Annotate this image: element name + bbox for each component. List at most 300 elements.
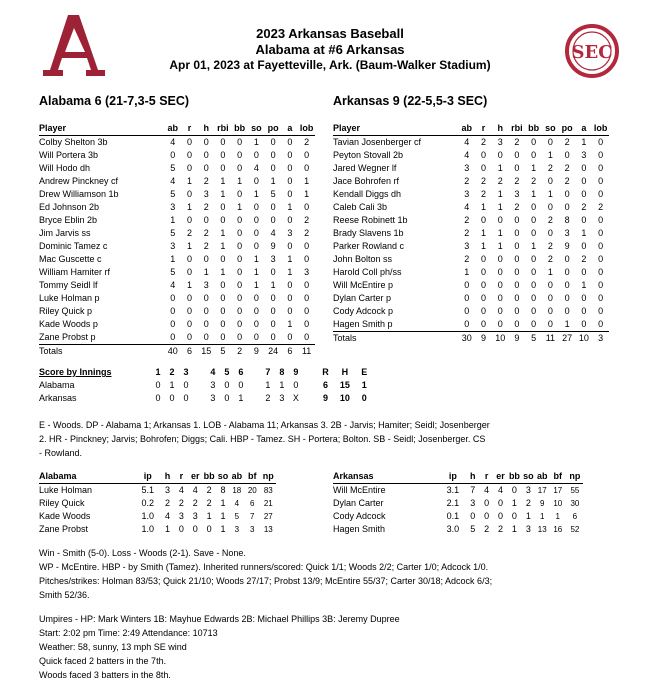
stat-cell: 0 [464,293,470,303]
pitching-stat: 3.0 [446,524,460,534]
stat-cell: 0 [514,306,520,316]
pitching-stat: 0 [484,498,490,508]
stat-cell: 0 [270,163,276,173]
stat-cell: 1 [237,202,243,212]
stat-cell: 2 [464,228,470,238]
game-notes [39,418,629,460]
stat-cell: 0 [581,163,587,173]
stat-cell: 3 [464,189,470,199]
player-name: Drew Williamson 1b [39,189,119,199]
stat-cell: 0 [564,150,570,160]
total-cell: 9 [480,333,486,343]
stat-cell: 0 [531,293,537,303]
pitching-stat: 0 [498,498,504,508]
stat-cell: 0 [547,202,553,212]
pitching-column-header: so [521,470,535,484]
pitching-column-header: bf [244,470,261,484]
pitching-column-header: er [188,470,202,484]
umpires-line: Umpires - HP: Mark Winters 1B: Mayhue Edwards 2B: Michael Phillips 3B: Jeremy Dupree [39,614,400,624]
stat-cell: 0 [480,215,486,225]
player-row [333,188,609,201]
column-header: bb [525,122,542,136]
column-header: so [248,122,265,136]
pitching-column-header: ab [230,470,244,484]
stat-cell: 0 [220,150,226,160]
stat-cell: 0 [170,150,176,160]
stat-cell: 1 [497,241,503,251]
inning-header: 5 [224,367,230,377]
stat-cell: 0 [186,319,192,329]
stat-cell: 0 [564,306,570,316]
pitching-stat: 1.0 [141,511,155,521]
pitching-stat: 4 [192,485,198,495]
pitching-stat: 1 [540,512,545,521]
player-row [39,331,315,345]
stat-cell: 0 [287,163,293,173]
stat-cell: 0 [531,306,537,316]
stat-cell: 0 [270,319,276,329]
stat-cell: 2 [203,228,209,238]
pitching-column-header: bb [507,470,521,484]
pitching-stat: 3.1 [446,485,460,495]
stat-cell: 0 [531,267,537,277]
stat-cell: 0 [598,267,604,277]
stat-cell: 0 [237,215,243,225]
stat-cell: 0 [531,215,537,225]
pitcher-name: Kade Woods [39,511,91,521]
pitching-stat: 2 [484,524,490,534]
pitcher-name: Cody Adcock [333,511,386,521]
stat-cell: 0 [287,137,293,147]
total-cell: 5 [220,346,226,356]
inning-score: 1 [169,380,175,390]
stat-cell: 0 [304,241,310,251]
stat-cell: 0 [581,267,587,277]
stat-cell: 0 [287,293,293,303]
pitching-stat: 2 [178,498,184,508]
stat-cell: 3 [203,280,209,290]
stat-cell: 0 [304,306,310,316]
stat-cell: 0 [480,306,486,316]
stat-cell: 0 [298,331,315,345]
stat-cell: 0 [531,150,537,160]
pitching-stat: 5.1 [141,485,155,495]
pitching-stat: 17 [553,486,563,495]
column-header: lob [592,122,609,136]
stat-cell: 1 [253,267,259,277]
pitching-stat: 0 [470,511,476,521]
total-cell: 30 [461,333,472,343]
stat-cell: 0 [237,150,243,160]
pitching-stat: 2 [206,485,212,495]
stat-cell: 0 [564,189,570,199]
stat-cell: 5 [170,163,176,173]
player-row [333,162,609,175]
totals-row [39,345,315,359]
column-header: r [475,122,492,136]
pitching-stat: 27 [263,512,273,521]
stat-cell: 4 [270,228,276,238]
player-row [333,149,609,162]
stat-cell: 1 [186,241,192,251]
stat-cell: 0 [598,150,604,160]
pitching-stat: 2 [165,498,171,508]
pitching-column-header: r [174,470,188,484]
player-name: Jim Jarvis ss [39,228,91,238]
stat-cell: 2 [531,176,537,186]
inning-score: 3 [210,393,216,403]
decisions-line: WP - McEntire. HBP - by Smith (Tamez). Inherited runners/scored: Quick 1/1; Woods 2/2; Carter 1/0; Adcock 1/0. [39,562,489,572]
player-name: Caleb Cali 3b [333,202,388,212]
player-row [39,240,315,253]
column-header: r [181,122,198,136]
player-row [333,253,609,266]
pitching-column-header: h [466,470,480,484]
stat-cell: 2 [514,176,520,186]
pitching-column-header: np [566,470,583,484]
stat-cell: 0 [287,176,293,186]
info-note: Woods faced 3 batters in the 8th. [39,670,171,680]
stat-cell: 0 [253,150,259,160]
total-cell: 6 [287,346,293,356]
inning-score: 0 [238,380,244,390]
away-team-heading: Alabama 6 (21-7,3-5 SEC) [39,94,190,108]
stat-cell: 0 [547,228,553,238]
stat-cell: 3 [170,241,176,251]
stat-cell: 4 [253,163,259,173]
column-header: h [492,122,509,136]
totals-label: Totals [333,333,357,343]
stat-cell: 0 [203,163,209,173]
pitching-stat: 0 [178,524,184,534]
pitching-stat: 13 [537,525,547,534]
stat-cell: 0 [237,267,243,277]
total-cell: 24 [268,346,279,356]
player-name: Zane Probst p [39,331,164,345]
stat-cell: 0 [253,202,259,212]
info-note: Quick faced 2 batters in the 7th. [39,656,167,666]
arkansas-a-logo [38,12,108,82]
stat-cell: 0 [480,150,486,160]
stat-cell: 5 [270,189,276,199]
stat-cell: 0 [237,254,243,264]
stat-cell: 0 [564,254,570,264]
column-header: rbi [215,122,232,136]
stat-cell: 0 [304,150,310,160]
stat-cell: 0 [598,254,604,264]
stat-cell: 0 [564,293,570,303]
score-team: Arkansas [39,393,77,403]
stat-cell: 2 [547,254,553,264]
stat-cell: 0 [458,318,475,332]
stat-cell: 0 [253,241,259,251]
player-name: John Bolton ss [333,254,393,264]
page-title: 2023 Arkansas Baseball [256,26,404,41]
total-cell: 10 [495,333,506,343]
stat-cell: 0 [598,228,604,238]
stat-cell: 0 [581,189,587,199]
inning-header: 2 [169,367,175,377]
inning-score: 0 [183,380,189,390]
stat-cell: 4 [464,137,470,147]
player-row [39,175,315,188]
total-cell: 15 [201,346,212,356]
stat-cell: 0 [186,150,192,160]
pitching-stat: 2 [525,498,531,508]
player-name: William Hamiter rf [39,267,110,277]
stat-cell: 0 [231,331,248,345]
inning-score: 3 [210,380,216,390]
player-name: Ed Johnson 2b [39,202,100,212]
pitching-stat: 3 [165,485,171,495]
stat-cell: 0 [576,318,593,332]
stat-cell: 0 [497,150,503,160]
stat-cell: 1 [253,280,259,290]
stat-cell: 9 [270,241,276,251]
score-row [39,379,374,392]
player-name: Dominic Tamez c [39,241,108,251]
inning-score: 0 [155,380,161,390]
stat-cell: 1 [253,254,259,264]
stat-cell: 0 [237,228,243,238]
sec-logo [565,24,619,78]
stat-cell: 2 [564,137,570,147]
stat-cell: 0 [581,293,587,303]
pitching-column-header: bf [549,470,566,484]
stat-cell: 0 [237,241,243,251]
stat-cell: 0 [581,306,587,316]
pitching-stat: 18 [232,486,242,495]
stat-cell: 2 [464,176,470,186]
stat-cell: 0 [237,293,243,303]
pitching-stat: 3 [250,525,255,534]
player-name: Parker Rowland c [333,241,405,251]
stat-cell: 1 [559,318,576,332]
stat-cell: 1 [287,202,293,212]
stat-cell: 2 [514,137,520,147]
total-cell: 9 [514,333,520,343]
stat-cell: 0 [514,280,520,290]
pitcher-name: Riley Quick [39,498,85,508]
pitching-stat: 2 [206,498,212,508]
pitcher-name: Zane Probst [39,524,89,534]
player-row [333,318,609,332]
stat-cell: 1 [581,137,587,147]
stat-cell: 0 [186,163,192,173]
column-header: a [576,122,593,136]
stat-cell: 1 [547,267,553,277]
stat-cell: 9 [564,241,570,251]
stat-cell: 0 [480,293,486,303]
stat-cell: 0 [475,318,492,332]
pitching-stat: 3 [525,485,531,495]
stat-cell: 0 [270,150,276,160]
inning-score: 0 [293,380,299,390]
svg-text:SEC: SEC [571,42,613,63]
pitching-stat: 17 [537,486,547,495]
stat-cell: 4 [170,176,176,186]
stat-cell: 0 [186,254,192,264]
stat-cell: 1 [464,267,470,277]
stat-cell: 3 [270,254,276,264]
total-cell: 40 [167,346,178,356]
pitcher-row [39,510,295,523]
stat-cell: 1 [531,241,537,251]
stat-cell: 0 [514,215,520,225]
stat-cell: 0 [270,202,276,212]
pitching-stat: 1 [220,524,226,534]
inning-header: 9 [293,367,299,377]
stat-cell: 0 [186,215,192,225]
stat-cell: 0 [581,176,587,186]
player-row [39,227,315,240]
player-row [333,136,609,150]
pitching-stat: 3 [192,511,198,521]
column-header: po [559,122,576,136]
pitching-team-header: Alabama [39,470,135,484]
stat-cell: 0 [186,293,192,303]
stat-cell: 1 [186,202,192,212]
stat-cell: 5 [170,228,176,238]
stat-cell: 0 [270,137,276,147]
pitching-stat: 7 [250,512,255,521]
stat-cell: 2 [514,202,520,212]
stat-cell: 0 [497,280,503,290]
stat-cell: 1 [531,163,537,173]
stat-cell: 5 [170,189,176,199]
decisions-line: Win - Smith (5-0). Loss - Woods (2-1). Save - None. [39,548,246,558]
pitcher-row [39,484,295,498]
pitching-stat: 0 [511,511,517,521]
stat-cell: 1 [287,319,293,329]
player-row [39,305,315,318]
stat-cell: 0 [287,215,293,225]
pitching-stat: 2.1 [446,498,460,508]
stat-cell: 2 [304,215,310,225]
score-row [39,392,374,405]
stat-cell: 1 [497,228,503,238]
stat-cell: 0 [547,280,553,290]
player-row [39,279,315,292]
stat-cell: 1 [287,267,293,277]
stat-cell: 0 [220,280,226,290]
stat-cell: 2 [203,176,209,186]
inning-header: 4 [210,367,216,377]
stat-cell: 0 [164,331,181,345]
player-row [39,292,315,305]
total-cell: 10 [578,333,589,343]
column-header: bb [231,122,248,136]
stat-cell: 0 [514,163,520,173]
stat-cell: 5 [170,267,176,277]
stat-cell: 1 [480,228,486,238]
inning-score: 0 [224,393,230,403]
stat-cell: 2 [564,163,570,173]
rhe-value: 1 [361,380,367,390]
stat-cell: 0 [598,293,604,303]
player-name: Cody Adcock p [333,306,394,316]
stat-cell: 3 [464,241,470,251]
stat-cell: 1 [253,137,259,147]
player-name: Peyton Stovall 2b [333,150,404,160]
stat-cell: 1 [220,228,226,238]
stat-cell: 2 [464,215,470,225]
stat-cell: 4 [464,150,470,160]
stat-cell: 0 [215,331,232,345]
rhe-value: 10 [339,393,350,403]
stat-cell: 0 [220,137,226,147]
player-name: Andrew Pinckney cf [39,176,119,186]
pitching-stat: 8 [220,485,226,495]
stat-cell: 1 [186,280,192,290]
player-name: Mac Guscette c [39,254,102,264]
score-team: Alabama [39,380,75,390]
column-header: po [265,122,282,136]
player-row [333,201,609,214]
stat-cell: 2 [497,176,503,186]
player-name: Will Hodo dh [39,163,91,173]
home-batting-table [333,122,609,345]
game-info [39,612,639,682]
pitching-stat: 13 [263,525,273,534]
pitching-stat: 3 [234,525,240,534]
column-header: Player [39,122,164,136]
stat-cell: 4 [170,280,176,290]
stat-cell: 4 [170,137,176,147]
pitching-stat: 1 [220,498,226,508]
notes-line: E - Woods. DP - Alabama 1; Arkansas 1. LOB - Alabama 11; Arkansas 3. 2B - Jarvis; Hamiter; Seidl; Josenberger [39,420,490,430]
pitching-column-header: ip [135,470,161,484]
total-cell: 11 [545,333,556,343]
stat-cell: 0 [287,280,293,290]
stat-cell: 0 [253,228,259,238]
stat-cell: 0 [237,163,243,173]
pitching-column-header: h [161,470,175,484]
stat-cell: 0 [220,293,226,303]
score-by-innings-table [39,366,374,405]
column-header: lob [298,122,315,136]
stat-cell: 1 [547,150,553,160]
rhe-value: 15 [339,380,350,390]
stat-cell: 0 [203,319,209,329]
pitching-stat: 4 [165,511,171,521]
column-header: so [542,122,559,136]
inning-header: 1 [155,367,161,377]
stat-cell: 0 [287,150,293,160]
pitcher-name: Will McEntire [333,485,386,495]
stat-cell: 2 [480,137,486,147]
stat-cell: 0 [203,254,209,264]
pitching-stat: 1 [511,524,517,534]
stat-cell: 0 [525,318,542,332]
total-cell: 6 [186,346,192,356]
stat-cell: 0 [253,176,259,186]
pitching-stat: 4 [498,485,504,495]
stat-cell: 1 [480,202,486,212]
pitching-stat: 6 [572,512,578,521]
column-header: rbi [509,122,526,136]
weather-line: Weather: 58, sunny, 13 mph SE wind [39,642,187,652]
stat-cell: 0 [598,306,604,316]
player-name: Bryce Eblin 2b [39,215,98,225]
pitching-column-header: r [480,470,494,484]
pitching-stat: 3 [178,511,184,521]
stat-cell: 0 [581,241,587,251]
stat-cell: 0 [598,280,604,290]
pitching-stat: 4 [234,499,240,508]
stat-cell: 1 [497,163,503,173]
column-header: ab [458,122,475,136]
